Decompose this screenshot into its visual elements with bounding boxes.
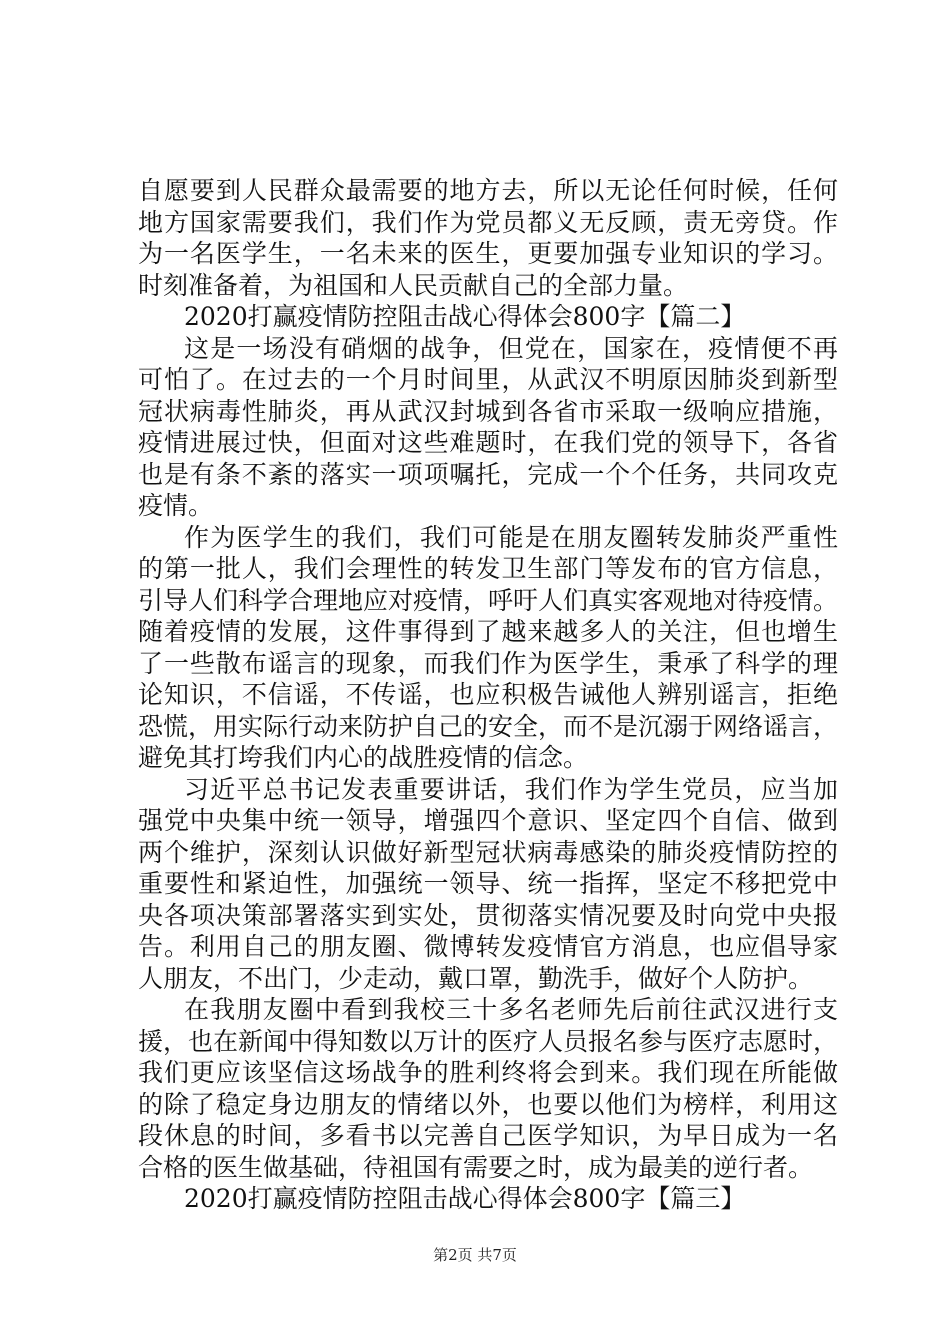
section-heading: 2020打赢疫情防控阻击战心得体会800字【篇二】 [184,302,746,331]
paragraph-first-line: 习近平总书记发表重要讲话，我们作为学生党员，应当加 [184,774,838,804]
text-line: 疫情。 [138,491,214,520]
text-line: 随着疫情的发展，这件事得到了越来越多人的关注，但也增生 [138,617,838,646]
text-line: 恐慌，用实际行动来防护自己的安全，而不是沉溺于网络谣言， [138,711,839,741]
text-line: 疫情进展过快，但面对这些难题时，在我们党的领导下，各省 [138,428,838,457]
text-line: 我们更应该坚信这场战争的胜利终将会到来。我们现在所能做 [138,1058,838,1087]
text-line: 为一名医学生，一名未来的医生，更要加强专业知识的学习。 [138,239,838,268]
text-line: 两个维护，深刻认识做好新型冠状病毒感染的肺炎疫情防控的 [138,837,838,867]
text-line: 援，也在新闻中得知数以万计的医疗人员报名参与医疗志愿时， [138,1026,839,1056]
text-line: 地方国家需要我们，我们作为党员都义无反顾，责无旁贷。作 [138,207,838,237]
text-line: 合格的医生做基础，待祖国有需要之时，成为最美的逆行者。 [138,1152,814,1182]
paragraph-first-line: 这是一场没有硝烟的战争，但党在，国家在，疫情便不再 [184,333,838,363]
text-line: 告。利用自己的朋友圈、微博转发疫情官方消息，也应倡导家 [138,932,838,961]
text-line: 了一些散布谣言的现象，而我们作为医学生，秉承了科学的理 [138,648,838,678]
text-line: 央各项决策部署落实到实处，贯彻落实情况要及时向党中央报 [138,900,838,930]
text-line: 论知识，不信谣，不传谣，也应积极告诫他人辨别谣言，拒绝 [138,680,838,709]
section-heading: 2020打赢疫情防控阻击战心得体会800字【篇三】 [184,1184,746,1213]
text-line: 也是有条不紊的落实一项项嘱托，完成一个个任务，共同攻克 [138,459,838,489]
text-line: 强党中央集中统一领导，增强四个意识、坚定四个自信、做到 [138,806,838,835]
text-line: 可怕了。在过去的一个月时间里，从武汉不明原因肺炎到新型 [138,365,838,394]
text-line: 时刻准备着，为祖国和人民贡献自己的全部力量。 [138,270,689,300]
text-line: 避免其打垮我们内心的战胜疫情的信念。 [138,743,589,772]
text-line: 冠状病毒性肺炎，再从武汉封城到各省市采取一级响应措施， [138,396,838,426]
paragraph-first-line: 在我朋友圈中看到我校三十多名老师先后前往武汉进行支 [184,995,838,1024]
text-line: 段休息的时间，多看书以完善自己医学知识，为早日成为一名 [138,1121,838,1150]
document-body [138,175,838,1215]
paragraph-first-line: 作为医学生的我们，我们可能是在朋友圈转发肺炎严重性 [184,522,838,552]
text-line: 人朋友，不出门，少走动，戴口罩，勤洗手，做好个人防护。 [138,963,814,993]
text-line: 重要性和紧迫性，加强统一领导、统一指挥，坚定不移把党中 [138,869,838,898]
text-line: 自愿要到人民群众最需要的地方去，所以无论任何时候，任何 [138,176,838,205]
page-footer: 第2页 共7页 [433,1246,517,1264]
text-line: 的第一批人，我们会理性的转发卫生部门等发布的官方信息， [138,554,838,583]
text-line: 的除了稳定身边朋友的情绪以外，也要以他们为榜样，利用这 [138,1089,838,1119]
text-line: 引导人们科学合理地应对疫情，呼吁人们真实客观地对待疫情。 [138,585,839,615]
